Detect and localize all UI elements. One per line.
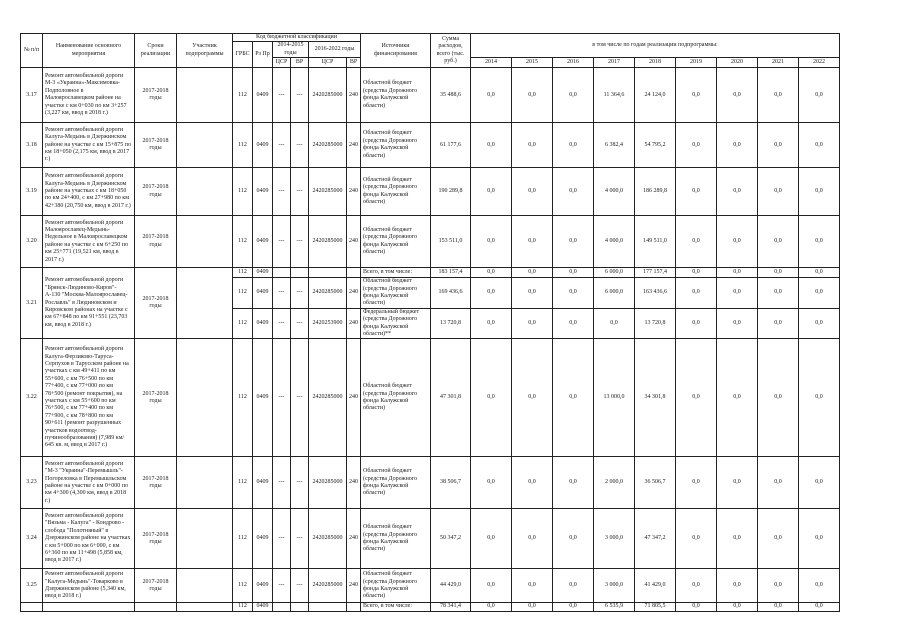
row-source: Областной бюджет (средства Дорожного фонда Калужской области) [361, 216, 431, 268]
row-vr-b: 240 [347, 569, 361, 603]
row-num: 3.24 [21, 509, 43, 569]
row-csr-b [309, 603, 347, 611]
row-year-value: 0,0 [676, 569, 717, 603]
row-year-value: 0,0 [799, 603, 840, 611]
row-year-value: 0,0 [553, 339, 594, 457]
row-year-value: 0,0 [471, 68, 512, 123]
row-year-value: 4 000,0 [594, 168, 635, 216]
row-year-value: 177 157,4 [635, 268, 676, 278]
row-year-value: 0,0 [512, 168, 553, 216]
header-year: 2022 [799, 58, 840, 68]
row-year-value: 0,0 [553, 123, 594, 168]
row-year-value: 0,0 [799, 509, 840, 569]
row-name: Ремонт автомобильной дороги Калуга-Медынь в Дзержинском районе на участке с км 15+875 по км 18+050 (2,175 км, ввод в 2017 г.) [43, 123, 135, 168]
row-year-value: 34 301,8 [635, 339, 676, 457]
row-term: 2017-2018 годы [135, 569, 177, 603]
row-vr-b [347, 603, 361, 611]
row-year-value: 0,0 [471, 603, 512, 611]
row-source: Областной бюджет (средства Дорожного фонда Калужской области) [361, 509, 431, 569]
row-year-value: 0,0 [512, 509, 553, 569]
row-participant [177, 339, 233, 457]
row-csr-a: --- [273, 569, 291, 603]
table-row [21, 268, 840, 278]
row-year-value: 0,0 [553, 168, 594, 216]
row-vr-b: 240 [347, 308, 361, 339]
row-csr-a: --- [273, 123, 291, 168]
header-year: 2020 [717, 58, 758, 68]
row-rzpr: 0409 [253, 268, 273, 278]
row-year-value: 0,0 [676, 603, 717, 611]
row-year-value: 0,0 [758, 308, 799, 339]
row-year-value: 0,0 [553, 68, 594, 123]
row-source: Всего, в том числе: [361, 268, 431, 278]
row-year-value: 0,0 [471, 339, 512, 457]
table-row [21, 216, 840, 268]
row-year-value: 0,0 [471, 308, 512, 339]
row-rzpr: 0409 [253, 123, 273, 168]
row-year-value: 0,0 [799, 268, 840, 278]
row-participant [177, 68, 233, 123]
row-csr-b: 2420285000 [309, 68, 347, 123]
row-source: Областной бюджет (средства Дорожного фонда Калужской области) [361, 278, 431, 309]
row-csr-a: --- [273, 308, 291, 339]
row-year-value: 0,0 [799, 308, 840, 339]
row-participant [177, 168, 233, 216]
row-year-value: 0,0 [758, 216, 799, 268]
row-year-value: 0,0 [717, 123, 758, 168]
row-vr-a: --- [291, 569, 309, 603]
row-year-value: 0,0 [553, 278, 594, 309]
row-vr-b: 240 [347, 457, 361, 509]
row-name: Ремонт автомобильной дороги Калуга-Медынь в Дзержинском районе на участках с км 18+050 по км 24+400, с км 27+980 по км 42+380 (20,750 км, ввод в 2017 г.) [43, 168, 135, 216]
row-year-value: 0,0 [553, 569, 594, 603]
header-year: 2019 [676, 58, 717, 68]
header-rzpr: Рз Пр [253, 42, 273, 68]
row-csr-b: 2420285000 [309, 216, 347, 268]
row-year-value: 0,0 [758, 569, 799, 603]
row-year-value: 186 289,8 [635, 168, 676, 216]
row-vr-b: 240 [347, 339, 361, 457]
row-year-value: 0,0 [717, 457, 758, 509]
row-num [21, 603, 43, 611]
row-term: 2017-2018 годы [135, 216, 177, 268]
row-year-value: 0,0 [758, 509, 799, 569]
row-year-value: 0,0 [676, 168, 717, 216]
row-vr-a: --- [291, 339, 309, 457]
row-vr-b: 240 [347, 216, 361, 268]
row-year-value: 0,0 [512, 216, 553, 268]
row-year-value: 4 000,0 [594, 216, 635, 268]
row-grbs: 112 [233, 268, 253, 278]
row-participant [177, 268, 233, 339]
row-csr-b: 2420253900 [309, 308, 347, 339]
row-vr-b: 240 [347, 123, 361, 168]
row-total: 61 177,6 [431, 123, 471, 168]
row-year-value: 0,0 [799, 457, 840, 509]
row-year-value: 0,0 [758, 268, 799, 278]
header-period-a: 2014-2015 годы [273, 42, 309, 58]
row-vr-a [291, 603, 309, 611]
header-term: Сроки реализации [135, 34, 177, 68]
row-total: 78 341,4 [431, 603, 471, 611]
row-grbs: 112 [233, 168, 253, 216]
row-csr-b [309, 268, 347, 278]
row-grbs: 112 [233, 68, 253, 123]
row-name: Ремонт автомобильной дороги Малоярославец-Медынь-Недельное в Малоярославецком районе на участке с км 6+250 по км 25+771 (19,521 км, ввод в 2017 г.) [43, 216, 135, 268]
row-year-value: 13 720,8 [635, 308, 676, 339]
header-period-b: 2016-2022 годы [309, 42, 361, 58]
row-year-value: 0,0 [676, 457, 717, 509]
row-vr-a: --- [291, 278, 309, 309]
row-year-value: 0,0 [553, 216, 594, 268]
row-year-value: 0,0 [553, 457, 594, 509]
row-rzpr: 0409 [253, 509, 273, 569]
row-term: 2017-2018 годы [135, 68, 177, 123]
row-participant [177, 509, 233, 569]
row-vr-b: 240 [347, 509, 361, 569]
header-by-years: в том числе по годам реализации подпрограммы: [471, 34, 840, 58]
row-rzpr: 0409 [253, 216, 273, 268]
header-year: 2021 [758, 58, 799, 68]
row-year-value: 0,0 [799, 216, 840, 268]
row-year-value: 0,0 [717, 68, 758, 123]
row-total: 44 429,0 [431, 569, 471, 603]
row-year-value: 11 364,6 [594, 68, 635, 123]
table-row [21, 168, 840, 216]
row-name: Ремонт автомобильной дороги "Калуга-Медынь"-Товарково в Дзержинском районе (5,340 км, ввод в 2018 г.) [43, 569, 135, 603]
row-year-value: 3 000,0 [594, 509, 635, 569]
row-year-value: 0,0 [471, 278, 512, 309]
row-year-value: 0,0 [799, 278, 840, 309]
row-year-value: 36 506,7 [635, 457, 676, 509]
header-year: 2018 [635, 58, 676, 68]
row-term: 2017-2018 годы [135, 168, 177, 216]
row-vr-b: 240 [347, 168, 361, 216]
row-year-value: 0,0 [758, 457, 799, 509]
row-year-value: 47 347,2 [635, 509, 676, 569]
row-csr-a: --- [273, 168, 291, 216]
row-csr-b: 2420285000 [309, 569, 347, 603]
row-name: Ремонт автомобильной дороги "Вязьма - Калуга" - Кондрово - слобода "Полотняный" в Дзержинском районе на участках с км 5+000 по км 6+000, с км 6+360 по км 11+498 (5,858 км, ввод в 2017 г.) [43, 509, 135, 569]
row-year-value: 0,0 [676, 68, 717, 123]
row-name: Ремонт автомобильной дороги "Брянск-Людиново-Киров"- А-130 "Москва-Малоярославец-Рославль" в Людиновском и Кировском районах на участке с км 67+848 по км 91+551 (23,703 км, ввод в 2018 г.) [43, 268, 135, 339]
row-year-value: 0,0 [717, 216, 758, 268]
header-year: 2017 [594, 58, 635, 68]
row-year-value: 0,0 [471, 216, 512, 268]
row-total: 35 488,6 [431, 68, 471, 123]
row-year-value: 0,0 [758, 339, 799, 457]
row-name [43, 603, 135, 611]
row-grbs: 112 [233, 509, 253, 569]
table-row [21, 509, 840, 569]
row-term [135, 603, 177, 611]
row-rzpr: 0409 [253, 68, 273, 123]
row-csr-a [273, 268, 291, 278]
table-row [21, 339, 840, 457]
row-year-value: 0,0 [512, 457, 553, 509]
row-year-value: 0,0 [512, 268, 553, 278]
row-year-value: 0,0 [553, 308, 594, 339]
row-num: 3.19 [21, 168, 43, 216]
header-source: Источники финансирования [361, 34, 431, 68]
row-num: 3.17 [21, 68, 43, 123]
row-source: Областной бюджет (средства Дорожного фонда Калужской области) [361, 123, 431, 168]
header-participant: Участник подпрограммы [177, 34, 233, 68]
row-rzpr: 0409 [253, 168, 273, 216]
row-total: 169 436,6 [431, 278, 471, 309]
row-year-value: 0,0 [471, 509, 512, 569]
row-total: 50 347,2 [431, 509, 471, 569]
row-year-value: 0,0 [553, 509, 594, 569]
row-year-value: 71 805,5 [635, 603, 676, 611]
header-total: Сумма расходов, всего (тыс. руб.) [431, 34, 471, 68]
row-source: Областной бюджет (средства Дорожного фонда Калужской области) [361, 339, 431, 457]
header-year: 2014 [471, 58, 512, 68]
header-csr-b: ЦСР [309, 58, 347, 68]
row-total: 153 511,0 [431, 216, 471, 268]
row-year-value: 0,0 [717, 268, 758, 278]
row-vr-b [347, 268, 361, 278]
row-csr-a: --- [273, 339, 291, 457]
row-year-value: 0,0 [799, 339, 840, 457]
row-vr-a: --- [291, 123, 309, 168]
row-rzpr: 0409 [253, 457, 273, 509]
row-rzpr: 0409 [253, 278, 273, 309]
row-year-value: 0,0 [758, 68, 799, 123]
row-year-value: 24 124,0 [635, 68, 676, 123]
row-grbs: 112 [233, 569, 253, 603]
row-csr-b: 2420285000 [309, 457, 347, 509]
table-row [21, 68, 840, 123]
row-vr-a [291, 268, 309, 278]
header-year: 2015 [512, 58, 553, 68]
row-csr-a: --- [273, 216, 291, 268]
row-source: Областной бюджет (средства Дорожного фонда Калужской области) [361, 457, 431, 509]
row-num: 3.20 [21, 216, 43, 268]
row-term: 2017-2018 годы [135, 509, 177, 569]
row-num: 3.25 [21, 569, 43, 603]
header-budget-class: Код бюджетной классификации [233, 34, 361, 42]
row-csr-b: 2420285000 [309, 123, 347, 168]
row-year-value: 0,0 [758, 278, 799, 309]
row-csr-a: --- [273, 509, 291, 569]
row-num: 3.23 [21, 457, 43, 509]
row-year-value: 0,0 [676, 308, 717, 339]
row-source: Областной бюджет (средства Дорожного фонда Калужской области) [361, 68, 431, 123]
row-rzpr: 0409 [253, 308, 273, 339]
row-year-value: 0,0 [676, 339, 717, 457]
row-vr-a: --- [291, 509, 309, 569]
row-csr-b: 2420285000 [309, 509, 347, 569]
table-row [21, 603, 840, 611]
row-source: Областной бюджет (средства Дорожного фонда Калужской области) [361, 569, 431, 603]
header-num: № п/п [21, 34, 43, 68]
row-year-value: 0,0 [799, 168, 840, 216]
row-source: Всего, в том числе: [361, 603, 431, 611]
row-participant [177, 569, 233, 603]
row-term: 2017-2018 годы [135, 123, 177, 168]
row-year-value: 0,0 [717, 569, 758, 603]
row-term: 2017-2018 годы [135, 457, 177, 509]
row-total: 47 301,8 [431, 339, 471, 457]
row-year-value: 0,0 [758, 123, 799, 168]
row-total: 38 506,7 [431, 457, 471, 509]
program-table [20, 33, 840, 612]
row-year-value: 0,0 [676, 509, 717, 569]
header-vr-a: ВР [291, 58, 309, 68]
row-year-value: 0,0 [717, 168, 758, 216]
row-year-value: 0,0 [676, 123, 717, 168]
row-name: Ремонт автомобильной дороги "М-3 "Украина"-Перемышль"-Погореловка в Перемышльском районе на участке с км 0+000 по км 4+300 (4,300 км, ввод в 2018 г.) [43, 457, 135, 509]
table-row [21, 123, 840, 168]
row-grbs: 112 [233, 123, 253, 168]
header-vr-b: ВР [347, 58, 361, 68]
header-csr-a: ЦСР [273, 58, 291, 68]
row-year-value: 0,0 [799, 569, 840, 603]
row-vr-a: --- [291, 308, 309, 339]
row-source: Областной бюджет (средства Дорожного фонда Калужской области) [361, 168, 431, 216]
row-year-value: 163 436,6 [635, 278, 676, 309]
row-grbs: 112 [233, 308, 253, 339]
row-year-value: 3 000,0 [594, 569, 635, 603]
row-year-value: 0,0 [594, 308, 635, 339]
row-source: Федеральный бюджет (средства Дорожного фонда Калужской области)** [361, 308, 431, 339]
row-rzpr: 0409 [253, 603, 273, 611]
row-year-value: 0,0 [471, 168, 512, 216]
row-num: 3.21 [21, 268, 43, 339]
row-year-value: 0,0 [717, 603, 758, 611]
row-vr-a: --- [291, 216, 309, 268]
table-row [21, 569, 840, 603]
row-year-value: 6 000,0 [594, 268, 635, 278]
row-participant [177, 123, 233, 168]
row-num: 3.22 [21, 339, 43, 457]
row-year-value: 0,0 [758, 603, 799, 611]
row-csr-a [273, 603, 291, 611]
row-year-value: 6 535,9 [594, 603, 635, 611]
row-year-value: 0,0 [512, 123, 553, 168]
row-name: Ремонт автомобильной дороги Калуга-Ферзиково-Таруса-Серпухов в Тарусском районе на участках с км 49+411 по км 55+600, с км 76+500 по км 77+400, с км 77+000 по км 78+500 (ремонт покрытия), на участках с км 55+600 по км 76+500, с км 77+400 по км 77+900, с км 78+800 по км 90+611 (ремонт разрушенных участков водоотвод-пучинообразования) (7,989 км/ 645 кв. м, ввод в 2017 г.) [43, 339, 135, 457]
row-grbs: 112 [233, 278, 253, 309]
row-vr-a: --- [291, 168, 309, 216]
row-participant [177, 603, 233, 611]
row-grbs: 112 [233, 603, 253, 611]
row-csr-a: --- [273, 457, 291, 509]
row-year-value: 0,0 [512, 278, 553, 309]
row-year-value: 6 000,0 [594, 278, 635, 309]
row-year-value: 149 511,0 [635, 216, 676, 268]
row-year-value: 6 382,4 [594, 123, 635, 168]
row-csr-b: 2420285000 [309, 168, 347, 216]
row-participant [177, 216, 233, 268]
row-csr-a: --- [273, 278, 291, 309]
row-year-value: 0,0 [471, 123, 512, 168]
row-total: 183 157,4 [431, 268, 471, 278]
row-year-value: 41 429,0 [635, 569, 676, 603]
row-num: 3.18 [21, 123, 43, 168]
row-grbs: 112 [233, 339, 253, 457]
row-csr-a: --- [273, 68, 291, 123]
row-year-value: 0,0 [676, 268, 717, 278]
row-year-value: 54 795,2 [635, 123, 676, 168]
row-year-value: 0,0 [717, 308, 758, 339]
row-year-value: 0,0 [512, 339, 553, 457]
row-year-value: 0,0 [553, 603, 594, 611]
row-total: 13 720,8 [431, 308, 471, 339]
row-total: 190 289,8 [431, 168, 471, 216]
row-year-value: 0,0 [676, 216, 717, 268]
row-year-value: 0,0 [717, 278, 758, 309]
row-grbs: 112 [233, 216, 253, 268]
row-year-value: 0,0 [717, 339, 758, 457]
row-vr-b: 240 [347, 278, 361, 309]
row-vr-a: --- [291, 68, 309, 123]
row-rzpr: 0409 [253, 339, 273, 457]
row-csr-b: 2420285000 [309, 278, 347, 309]
row-year-value: 2 000,0 [594, 457, 635, 509]
row-year-value: 0,0 [553, 268, 594, 278]
row-name: Ремонт автомобильной дороги М-3 «Украина»-Максимовка-Подполовное в Малоярославецком районе на участке с км 0+030 по км 3+257 (3,227 км, ввод в 2018 г.) [43, 68, 135, 123]
row-year-value: 0,0 [471, 268, 512, 278]
header-grbs: ГРБС [233, 42, 253, 68]
row-vr-b: 240 [347, 68, 361, 123]
row-year-value: 0,0 [799, 68, 840, 123]
row-year-value: 0,0 [512, 603, 553, 611]
row-year-value: 0,0 [471, 569, 512, 603]
row-year-value: 0,0 [512, 569, 553, 603]
row-year-value: 0,0 [717, 509, 758, 569]
header-year: 2016 [553, 58, 594, 68]
row-participant [177, 457, 233, 509]
row-year-value: 0,0 [799, 123, 840, 168]
row-year-value: 13 000,0 [594, 339, 635, 457]
row-year-value: 0,0 [512, 308, 553, 339]
row-term: 2017-2018 годы [135, 268, 177, 339]
row-rzpr: 0409 [253, 569, 273, 603]
row-csr-b: 2420285000 [309, 339, 347, 457]
header-name: Наименование основного мероприятия [43, 34, 135, 68]
row-year-value: 0,0 [512, 68, 553, 123]
row-year-value: 0,0 [676, 278, 717, 309]
row-year-value: 0,0 [758, 168, 799, 216]
row-grbs: 112 [233, 457, 253, 509]
row-term: 2017-2018 годы [135, 339, 177, 457]
row-year-value: 0,0 [471, 457, 512, 509]
row-vr-a: --- [291, 457, 309, 509]
table-row [21, 457, 840, 509]
